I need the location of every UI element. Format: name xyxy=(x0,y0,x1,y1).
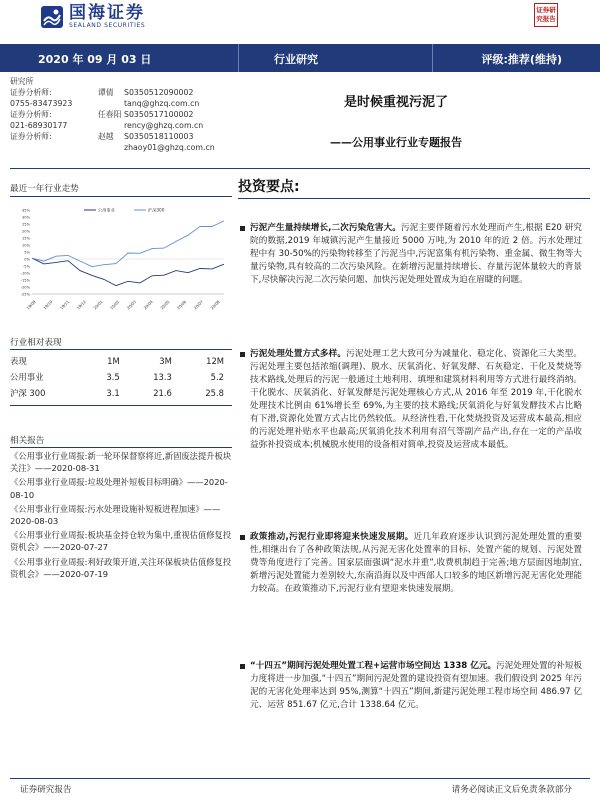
report-date: 2020 年 09 月 03 日 xyxy=(38,53,152,66)
analyst-info xyxy=(10,76,240,153)
key-point-paragraph xyxy=(250,531,582,596)
related-report-item[interactable] xyxy=(10,476,236,500)
analyst-email[interactable]: tanq@ghzq.com.cn xyxy=(124,99,200,108)
table-row xyxy=(10,385,230,401)
footer-left-text: 证券研究报告 xyxy=(20,785,72,795)
header-divider xyxy=(238,44,239,72)
table-cell: 25.8 xyxy=(205,388,224,398)
related-report-date: ——2020-08-03 xyxy=(10,503,221,527)
logo-english-name: SEALAND SECURITIES xyxy=(69,22,146,29)
x-tick-label: 20/04 xyxy=(142,299,154,311)
logo-chinese-name: 国海证券 xyxy=(69,3,145,23)
y-tick-label: -5% xyxy=(23,264,30,269)
analyst-code: S0350517100002 xyxy=(124,110,194,119)
table-cell: 21.6 xyxy=(153,388,172,398)
analyst-phone: 0755-83473923 xyxy=(10,99,73,108)
analyst-label: 证券分析师: xyxy=(10,88,52,97)
table-cell: 3.5 xyxy=(106,372,120,382)
report-subtitle: ——公用事业行业专题报告 xyxy=(330,136,462,149)
research-report-stamp: 证券研究报告 xyxy=(534,3,558,27)
chart-legend xyxy=(84,207,165,214)
key-point-heading: 政策推动,污泥行业即将迎来快速发展期。 xyxy=(250,532,414,542)
table-header-row xyxy=(10,353,230,369)
institute-label: 研究所 xyxy=(10,77,34,86)
analyst-label: 证券分析师: xyxy=(10,110,52,119)
x-tick-label: 20/03 xyxy=(125,299,138,311)
analyst-phone xyxy=(10,142,98,153)
key-point-paragraph xyxy=(250,660,582,712)
x-tick-label: 19/09 xyxy=(25,299,37,311)
footer-disclaimer: 请务必阅读正文后免责条款部分 xyxy=(451,785,572,795)
y-tick-label: 30% xyxy=(22,215,30,220)
related-reports-list xyxy=(10,450,236,582)
x-tick-label: 20/06 xyxy=(175,299,188,311)
table-row xyxy=(10,369,230,385)
related-report-title: 《公用事业行业周报:污水处理设施补短板进程加速》 xyxy=(10,503,204,514)
analyst-name xyxy=(98,98,124,109)
key-point-paragraph xyxy=(250,222,582,287)
key-point-paragraph xyxy=(250,348,582,452)
analyst-name xyxy=(98,142,124,153)
report-rating: 评级:推荐(维持) xyxy=(481,53,562,66)
related-report-date: ——2020-08-31 xyxy=(34,463,100,474)
related-report-date: ——2020-08-10 xyxy=(10,477,228,500)
related-report-item[interactable] xyxy=(10,529,236,553)
x-tick-label: 20/08 xyxy=(209,299,221,311)
table-cell: 3.1 xyxy=(106,388,120,398)
related-report-item[interactable] xyxy=(10,450,236,474)
table-cell: 5.2 xyxy=(210,372,224,382)
x-tick-label: 19/10 xyxy=(42,299,54,311)
analyst-code: S0350518110003 xyxy=(124,132,194,141)
analyst-code: S0350512090002 xyxy=(124,88,194,97)
related-report-date: ——2020-07-27 xyxy=(43,542,109,553)
related-report-date: ——2020-07-19 xyxy=(43,568,109,579)
bullet-icon xyxy=(240,352,245,357)
y-tick-label: -25% xyxy=(20,292,30,297)
y-tick-label: -15% xyxy=(20,278,30,283)
analyst-name: 赵越 xyxy=(98,132,114,141)
table-cell: 13.3 xyxy=(153,372,172,382)
section-underline xyxy=(10,447,232,448)
x-tick-label: 19/12 xyxy=(75,299,87,311)
analyst-name: 任春阳 xyxy=(98,110,122,119)
related-report-title: 《公用事业行业周报:垃圾处理补短板目标明确》 xyxy=(10,477,188,488)
perf-title: 行业相对表现 xyxy=(10,338,62,348)
section-divider xyxy=(10,168,590,169)
y-tick-label: -10% xyxy=(20,271,30,276)
series-line xyxy=(32,221,224,267)
related-report-title: 《公用事业行业周报:板块基金持仓较为集中,重视估值修复投资机会》 xyxy=(10,530,232,553)
y-tick-label: 5% xyxy=(24,250,30,255)
report-header-bar xyxy=(0,44,600,72)
header-divider xyxy=(432,44,433,72)
table-header: 3M xyxy=(159,356,172,366)
related-report-item[interactable] xyxy=(10,503,236,527)
key-point-text: 污泥处理工艺大致可分为减量化、稳定化、资源化三大类型。污泥处理主要包括浓缩(调理)、脱水、厌氧消化、好氧发酵、石灰稳定、干化及焚烧等技术路线,处理后的污泥一般通过土地利用、填埋和建筑材料利用等方式进行最终消纳。干化脱水、厌氧消化、好氧发酵是污泥处理核心方式,从 2016 年至 2019 年,干化脱水处理技术比例由 61%增长至 69%,为主要的技术路线;厌氧消化与好氧发酵技术占比略有下滑,资源化处置方式占比仍然较低。从经济性看,干化焚烧投资及运营成本最高,相应的污泥处理补贴水平也最高;厌氧消化技术利用有沼气等副产品产出,存在一定的产品收益弥补投资成本;机械脱水使用的设备相对简单,投资及运营成本最低。 xyxy=(250,349,582,450)
bullet-icon xyxy=(240,664,245,669)
chart-series xyxy=(32,221,224,286)
x-tick-label: 20/05 xyxy=(159,299,171,311)
table-bottom-rule xyxy=(10,405,232,406)
table-header: 1M xyxy=(107,356,120,366)
key-point-text: 污泥处理处置的补短板力度将进一步加强,“十四五”期间污泥处置的建设投资有望加速。我们假设到 2025 年污泥的无害化处理率达到 95%,测算“十四五”期间,新建污泥处理工程市场空间 486.97 亿元、运营 851.67 亿元,合计 1338.64 亿元。 xyxy=(250,661,583,710)
y-tick-label: 15% xyxy=(22,236,30,241)
table-cell: 公用事业 xyxy=(10,372,44,382)
related-report-title: 《公用事业行业周报:新一轮环保督察将近,新固废法提升板块关注》 xyxy=(10,451,232,474)
relative-performance-table xyxy=(10,353,230,401)
analyst-label: 证券分析师: xyxy=(10,132,52,141)
y-tick-label: 35% xyxy=(22,208,30,213)
x-tick-label: 19/11 xyxy=(58,299,71,311)
table-header: 表现 xyxy=(10,356,27,366)
bullet-icon xyxy=(240,535,245,540)
key-point-heading: “十四五”期间污泥处理处置工程+运营市场空间达 1338 亿元。 xyxy=(250,661,497,671)
key-point-text: 污泥主要伴随着污水处理而产生,根据 E20 研究院的数据,2019 年城镇污泥产生量接近 5000 万吨,为 2010 年的近 2 倍。污水处理过程中有 30-50%的污染物转移至了污泥当中,污泥富集有机污染物、重金属、微生物等大量污染物,具有较高的二次污染风险。在新增污泥量持续增长、存量污泥体量较大的背景下,尽快解决污泥二次污染问题、加快污泥处理处置成为迫在眉睫的问题。 xyxy=(250,223,583,285)
legend-label: 公用事业 xyxy=(98,207,115,213)
chart-axes xyxy=(21,209,224,311)
related-report-item[interactable] xyxy=(10,556,236,580)
sealand-logo-icon xyxy=(40,5,64,29)
trend-title: 最近一年行业走势 xyxy=(10,184,79,194)
table-cell: 沪深 300 xyxy=(10,388,46,398)
analyst-phone: 021-68930177 xyxy=(10,121,68,130)
footer-divider xyxy=(10,778,590,779)
series-line xyxy=(32,258,224,285)
section-underline xyxy=(10,196,232,197)
report-type: 行业研究 xyxy=(274,53,318,66)
x-tick-label: 20/01 xyxy=(92,299,104,311)
section-underline xyxy=(10,349,232,350)
y-tick-label: -20% xyxy=(20,285,30,290)
x-tick-label: 20/07 xyxy=(192,299,204,311)
section-underline xyxy=(238,198,590,199)
y-tick-label: 0% xyxy=(24,257,30,262)
key-point-heading: 污泥处理处置方式多样。 xyxy=(250,349,347,359)
report-title: 是时候重视污泥了 xyxy=(344,95,449,110)
industry-trend-chart xyxy=(10,204,230,312)
company-logo xyxy=(40,4,145,30)
analyst-email[interactable]: zhaoy01@ghzq.com.cn xyxy=(124,143,215,152)
analyst-name xyxy=(98,120,124,131)
bullet-icon xyxy=(240,226,245,231)
y-tick-label: 20% xyxy=(22,229,30,234)
analyst-name: 谭倩 xyxy=(98,88,114,97)
key-points-title: 投资要点: xyxy=(238,179,300,195)
related-title: 相关报告 xyxy=(10,436,45,446)
key-point-text: 近几年政府逐步认识到污泥处理处置的重要性,相继出台了各种政策法规,从污泥无害化处置率的目标、处置产能的规划、污泥处置费等角度进行了完善。国家层面强调“泥水并重”,收费机制趋于完善;地方层面因地制宜,新增污泥处置能力差别较大,东南沿海以及中西部人口较多的地区新增污泥无害化处理能力较高。在政策推动下,污泥行业有望迎来快速发展期。 xyxy=(250,532,582,594)
key-point-heading: 污泥产生量持续增长,二次污染危害大。 xyxy=(250,223,401,233)
x-tick-label: 20/02 xyxy=(109,299,121,311)
legend-label: 沪深300 xyxy=(148,207,165,213)
related-report-title: 《公用事业行业周报:利好政策开道,关注环保板块估值修复投资机会》 xyxy=(10,556,232,579)
y-tick-label: 25% xyxy=(22,222,30,227)
y-tick-label: 10% xyxy=(22,243,30,248)
analyst-email[interactable]: rency@ghzq.com.cn xyxy=(124,121,204,130)
table-header: 12M xyxy=(206,356,224,366)
